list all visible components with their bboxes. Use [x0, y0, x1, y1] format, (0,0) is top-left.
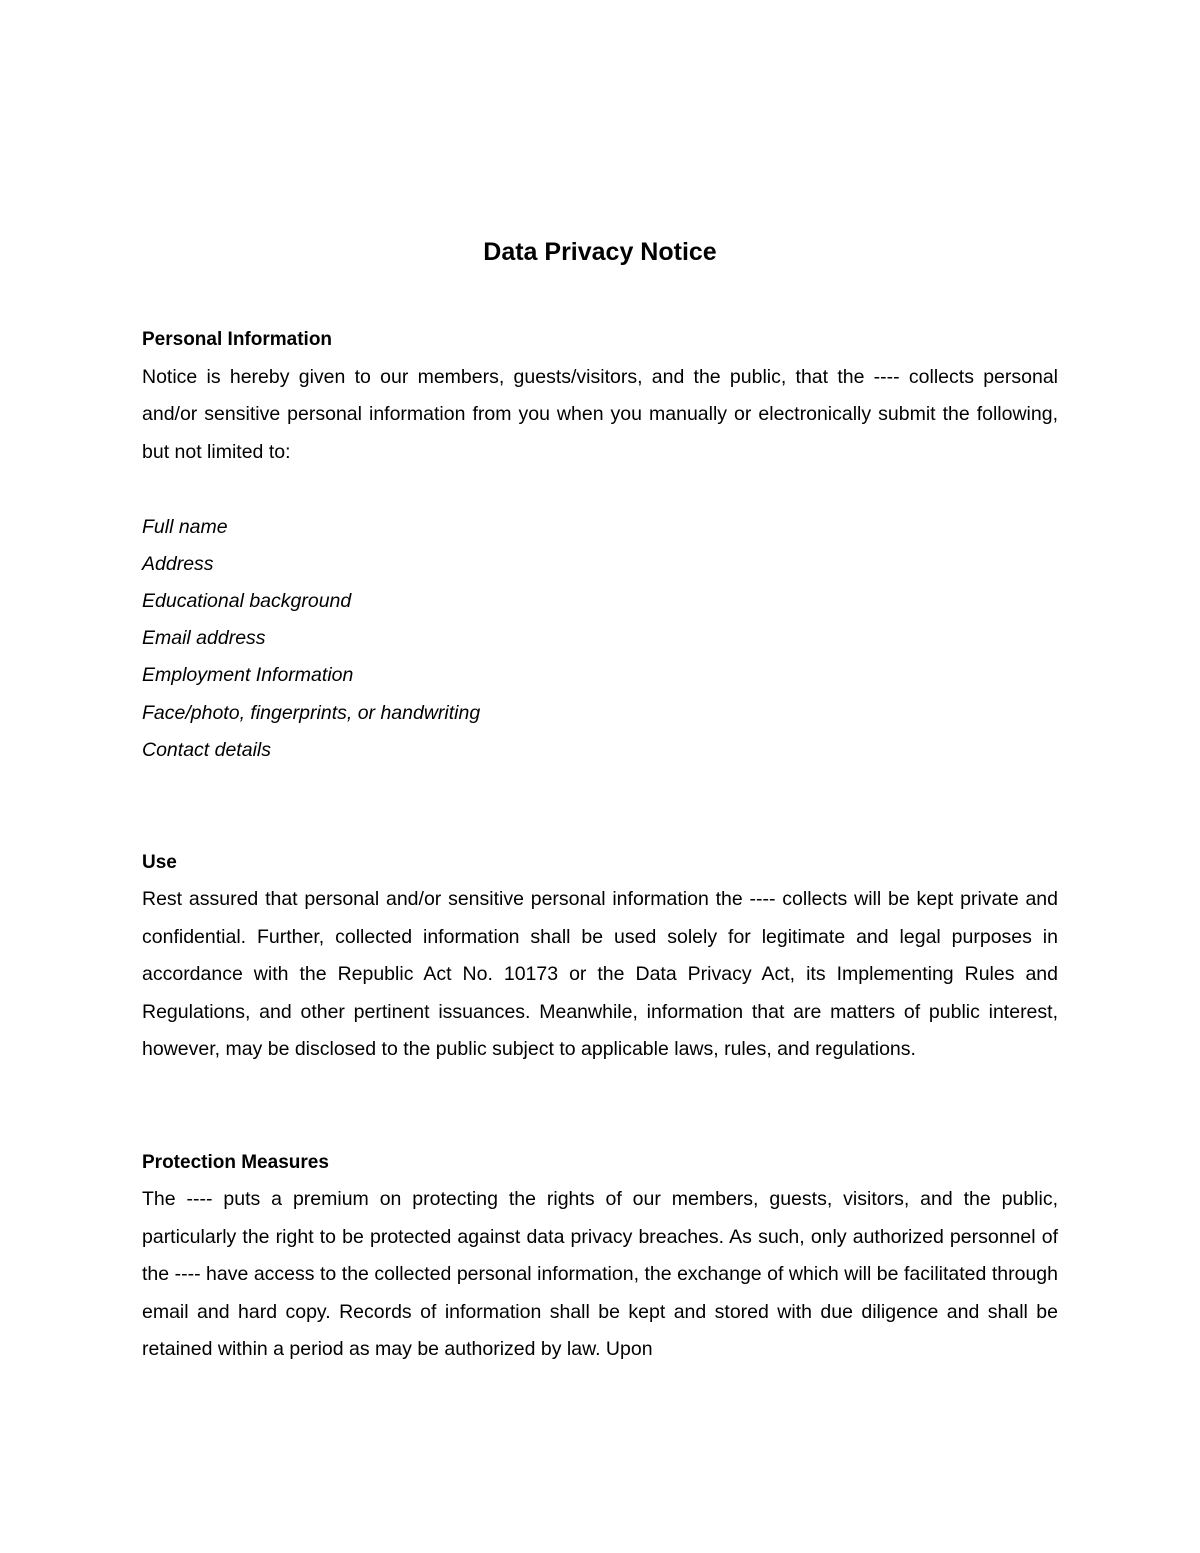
list-item: Email address: [142, 627, 266, 650]
list-item: Face/photo, fingerprints, or handwriting: [142, 701, 481, 724]
spacer: [142, 769, 1058, 807]
use-paragraph: Rest assured that personal and/or sensitive personal information the ---- collects will be kept private and confidential. Further, collected information shall be used solely for legitimate and legal purposes in accordance with the Republic Act No. 10173 or the Data Privacy Act, its Implementing Rules and Regulations, and other pertinent issuances. Meanwhile, information that are matters of public interest, however, may be disclosed to the public subject to applicable laws, rules, and regulations.: [142, 888, 1058, 1061]
spacer: [142, 471, 1058, 509]
document-content: [142, 236, 1058, 1369]
protection-measures-paragraph: The ---- puts a premium on protecting the rights of our members, guests, visitors, and the public, particularly the right to be protected against data privacy breaches. As such, only authorized personnel of the ---- have access to the collected personal information, the exchange of which will be facilitated through email and hard copy. Records of information shall be kept and stored with due diligence and shall be retained within a period as may be authorized by law. Upon: [142, 1188, 1058, 1361]
list-item: Address: [142, 552, 214, 575]
spacer: [142, 1069, 1058, 1107]
section-heading-personal-information: Personal Information: [142, 329, 333, 350]
list-item: Educational background: [142, 589, 352, 612]
document-title: Data Privacy Notice: [483, 238, 717, 266]
section-use: [142, 844, 1058, 1069]
spacer: [142, 806, 1058, 844]
section-heading-protection-measures: Protection Measures: [142, 1151, 329, 1173]
list-item: Full name: [142, 515, 228, 538]
section-protection-measures: [142, 1144, 1058, 1369]
list-item: Contact details: [142, 738, 271, 761]
section-heading-use: Use: [142, 851, 177, 873]
spacer: [142, 1106, 1058, 1144]
list-item: Employment Information: [142, 664, 354, 687]
personal-information-paragraph: Notice is hereby given to our members, guests/visitors, and the public, that the ---- collects personal and/or sensitive personal information from you when you manually or electronically submit the following, but not limited to:: [142, 365, 1058, 463]
section-personal-information: [142, 321, 1058, 769]
collected-info-list: [142, 509, 1058, 769]
